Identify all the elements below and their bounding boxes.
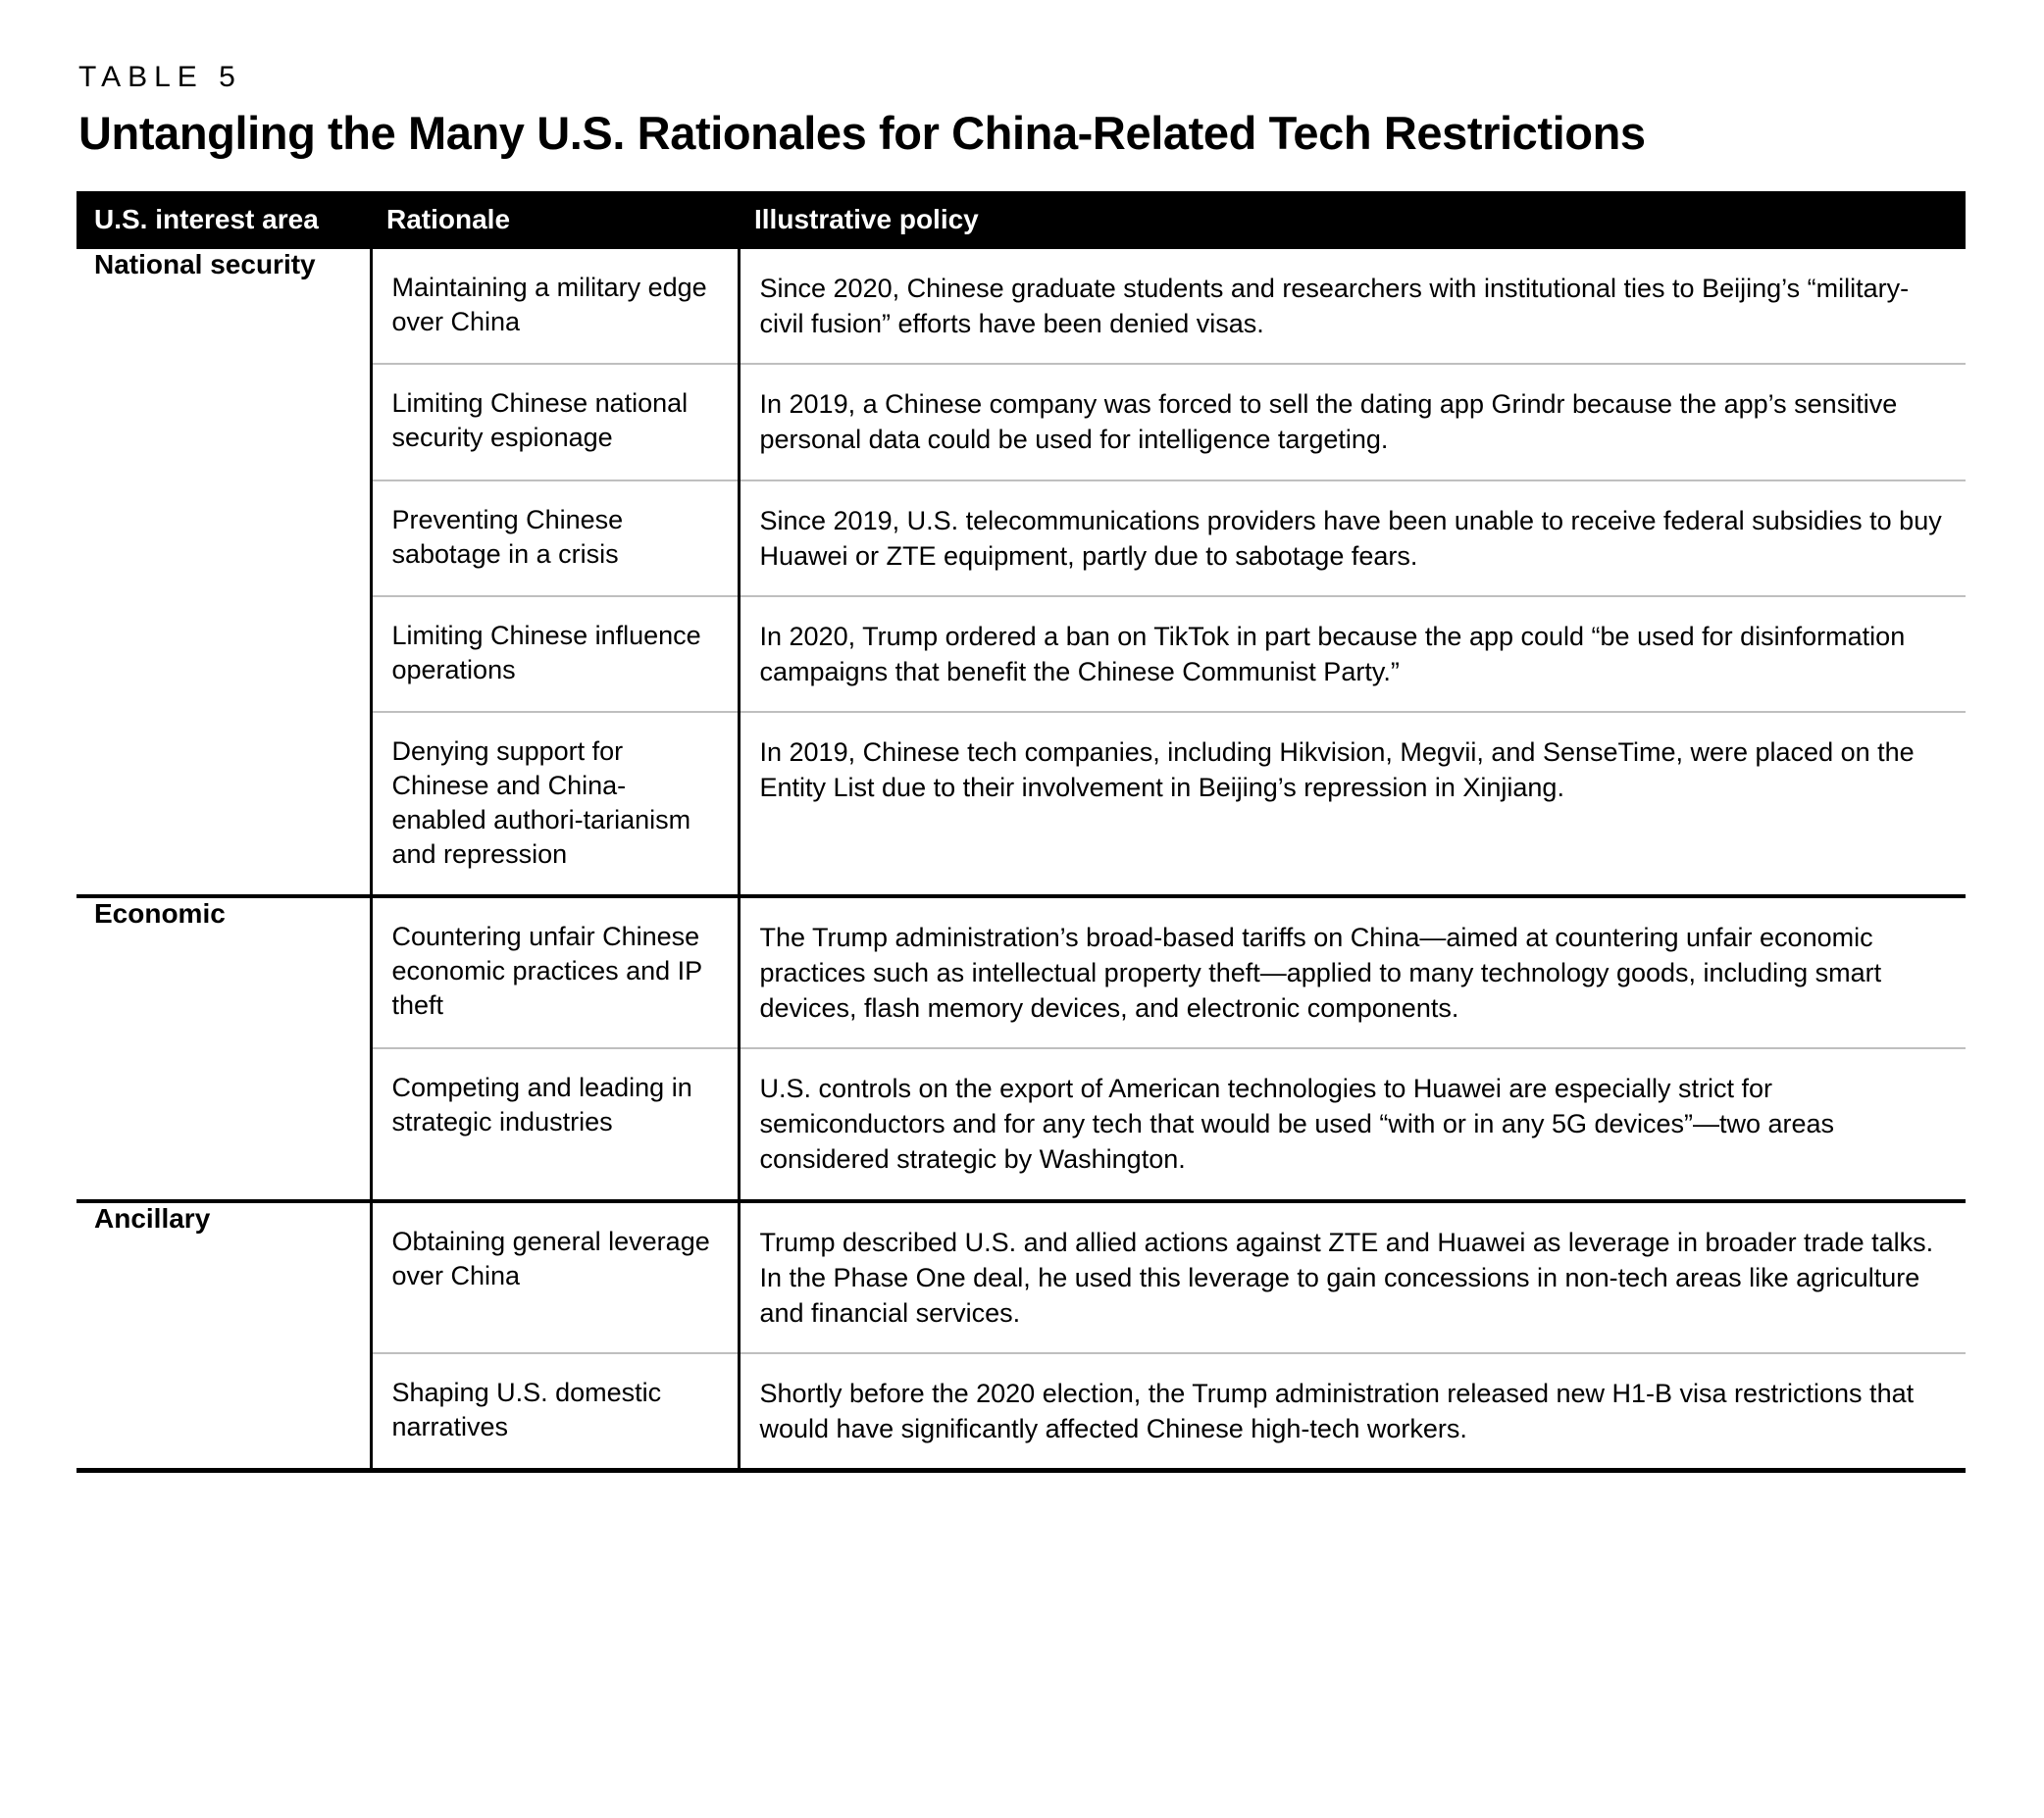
policy-cell: Shortly before the 2020 election, the Trump administration released new H1-B visa restrictions that would have significantly affected Chinese high-tech workers. (759, 1379, 1915, 1444)
rationale-cell: Countering unfair Chinese economic practices and IP theft (371, 898, 739, 1049)
policy-cell: Trump described U.S. and allied actions against ZTE and Huawei as leverage in broader trade talks. In the Phase One deal, he used this leverage to gain concessions in non-tech areas like agriculture and financial services. (739, 1203, 1966, 1354)
rationale-cell: Maintaining a military edge over China (371, 249, 739, 364)
page-title: Untangling the Many U.S. Rationales for China-Related Tech Restrictions (78, 107, 1646, 159)
table-row (77, 1203, 1966, 1354)
column-header-rationale: Rationale (371, 191, 739, 249)
policy-cell: In 2019, Chinese tech companies, including Hikvision, Megvii, and SenseTime, were placed on the Entity List due to their involvement in Beijing’s repression in Xinjiang. (759, 737, 1915, 803)
table-number-label: TABLE 5 (78, 61, 242, 93)
policy-cell: The Trump administration’s broad-based tariffs on China—aimed at countering unfair economic practices such as intellectual property theft—applied to many technology goods, including smart devices, flash memory devices, and electronic components. (739, 898, 1966, 1049)
interest-area-cell: Economic (77, 898, 371, 1201)
interest-area-cell: National security (77, 249, 371, 896)
table-group-ancillary (77, 1203, 1966, 1469)
policy-cell: U.S. controls on the export of American technologies to Huawei are especially strict for semiconductors and for any tech that would be used “with or in any 5G devices”—two areas considered strategic by Washington. (759, 1074, 1835, 1175)
rationale-cell: Denying support for Chinese and China-enabled authori-tarianism and repression (371, 712, 739, 895)
policy-cell: In 2020, Trump ordered a ban on TikTok in part because the app could “be used for disinformation campaigns that benefit the Chinese Communist Party.” (739, 596, 1966, 712)
column-header-interest-area: U.S. interest area (77, 191, 371, 249)
table-group-economic (77, 898, 1966, 1203)
table-group-national-security (77, 249, 1966, 898)
policy-cell: Since 2020, Chinese graduate students and researchers with institutional ties to Beijing’s “military-civil fusion” efforts have been denied visas. (739, 249, 1966, 364)
rationale-cell: Limiting Chinese national security espionage (371, 364, 739, 480)
rationale-cell: Shaping U.S. domestic narratives (371, 1353, 739, 1468)
rationale-cell: Obtaining general leverage over China (371, 1203, 739, 1354)
table-row (77, 898, 1966, 1049)
table-header-row (77, 191, 1966, 249)
rationale-cell: Preventing Chinese sabotage in a crisis (371, 480, 739, 596)
policy-cell: Since 2019, U.S. telecommunications providers have been unable to receive federal subsidies to buy Huawei or ZTE equipment, partly due to sabotage fears. (739, 480, 1966, 596)
table-bottom-rule (77, 1468, 1966, 1473)
rationales-table (77, 191, 1966, 1469)
policy-cell: In 2019, a Chinese company was forced to sell the dating app Grindr because the app’s sensitive personal data could be used for intelligence targeting. (739, 364, 1966, 480)
rationale-cell: Competing and leading in strategic industries (371, 1048, 739, 1201)
interest-area-cell: Ancillary (77, 1203, 371, 1469)
rationale-cell: Limiting Chinese influence operations (371, 596, 739, 712)
table-row (77, 249, 1966, 364)
table-header (77, 191, 1966, 249)
column-header-illustrative-policy: Illustrative policy (739, 191, 1966, 249)
